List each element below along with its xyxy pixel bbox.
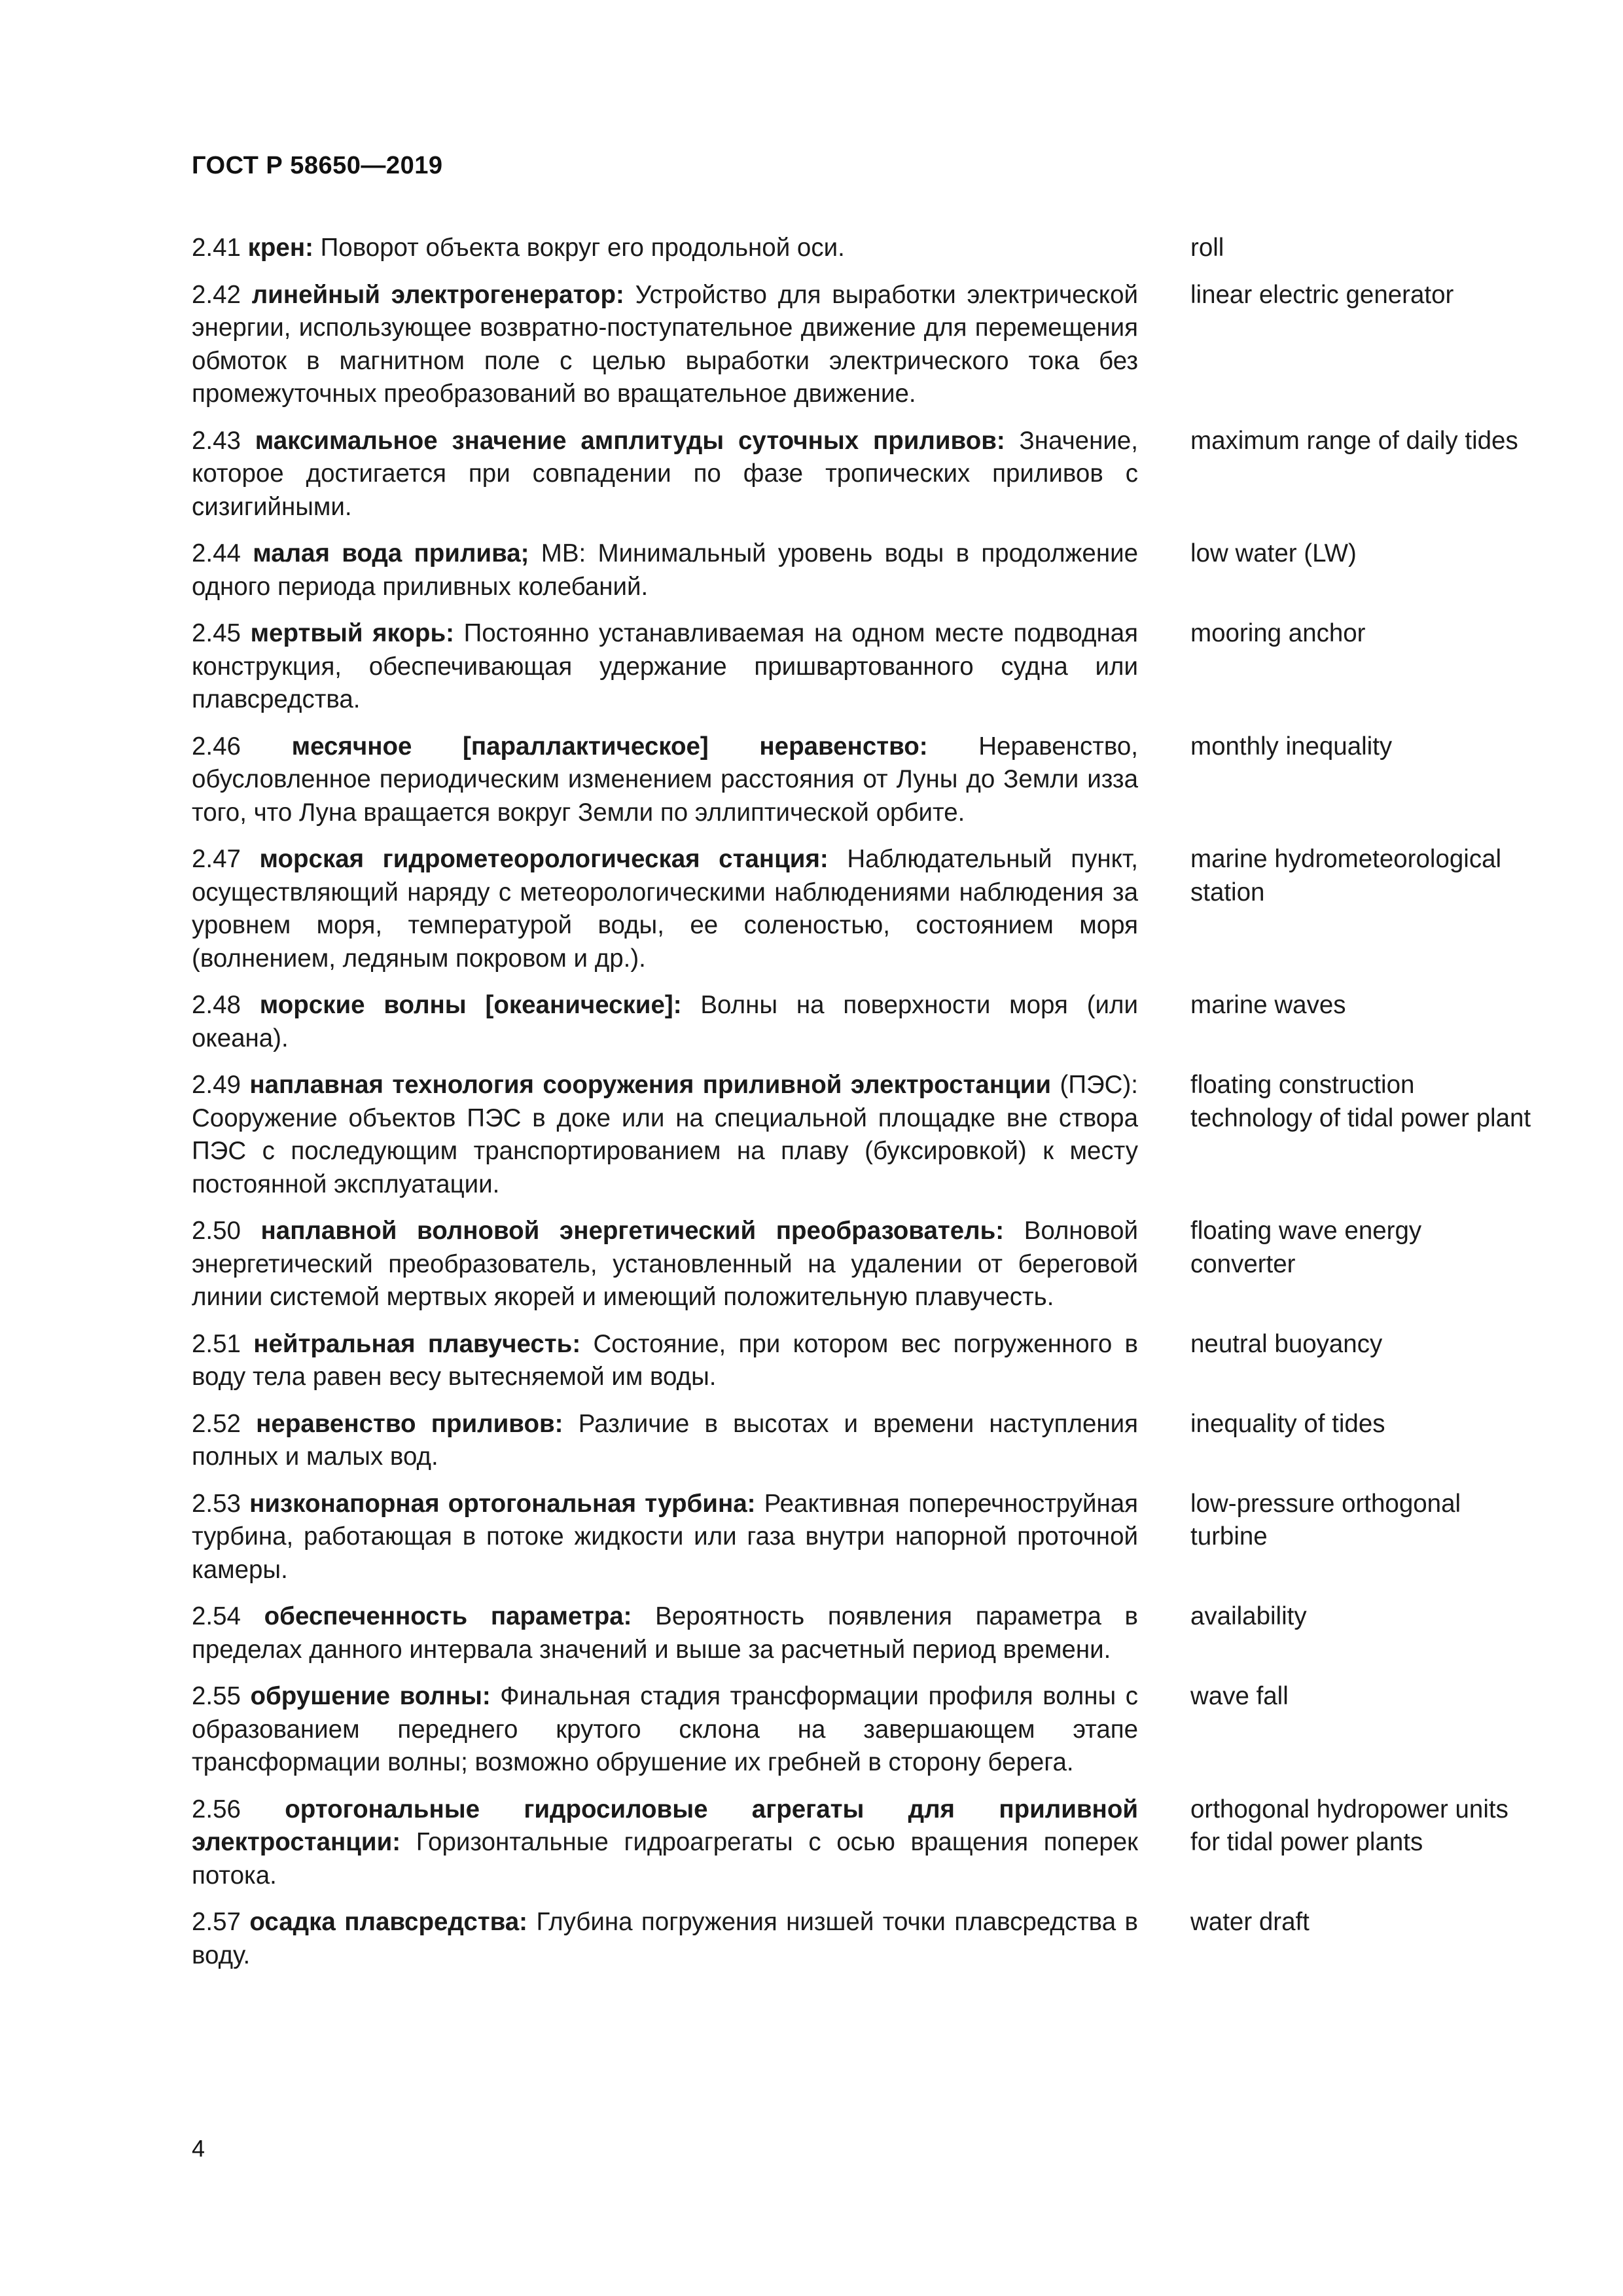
term-definition-ru	[192, 537, 1138, 603]
term-definition-ru	[192, 1680, 1138, 1780]
term-definition-text: Глубина погружения низшей точки плавсредства в воду.	[192, 1908, 1138, 1969]
term-definition-ru	[192, 1488, 1138, 1587]
term-number: 2.44	[192, 539, 241, 567]
term-definition-text: Устройство для выработки электрической энергии, использующее возвратно-поступательное движение для перемещения обмоток в магнитном поле с целью выработки электрического тока без промежуточных преобразований во вращательное движение.	[192, 280, 1138, 408]
term-definition-ru	[192, 1328, 1138, 1394]
term-number: 2.46	[192, 732, 241, 761]
term-definition-ru	[192, 1408, 1138, 1474]
term-number: 2.45	[192, 619, 241, 647]
term-definition-ru	[192, 1906, 1138, 1972]
term-definition-text: Волновой энергетический преобразователь, установленный на удалении от береговой линии системой мертвых якорей и имеющий положительную плавучесть.	[192, 1217, 1139, 1311]
term-entry	[192, 617, 1533, 717]
term-number: 2.55	[192, 1682, 241, 1710]
term-english: roll	[1190, 234, 1224, 262]
term-english: floating construction technology of tidal power plant	[1190, 1071, 1531, 1132]
term-definition-ru	[192, 1069, 1138, 1201]
term-entry	[192, 730, 1533, 830]
term-definition-ru	[192, 1793, 1138, 1893]
term-entry	[192, 1906, 1533, 1972]
term-heading: малая вода прилива;	[253, 539, 529, 567]
term-english: water draft	[1190, 1908, 1310, 1936]
term-english: monthly inequality	[1190, 732, 1393, 761]
term-definition-text: Поворот объекта вокруг его продольной оси.	[320, 234, 845, 262]
term-definition-ru	[192, 843, 1138, 975]
term-entry	[192, 1488, 1533, 1587]
term-english: marine waves	[1190, 991, 1346, 1019]
term-entry	[192, 989, 1533, 1055]
term-heading: обеспеченность параметра:	[264, 1602, 632, 1630]
term-english: availability	[1190, 1602, 1307, 1630]
term-definition-text: Финальная стадия трансформации профиля волны с образованием переднего крутого склона на завершающем этапе трансформации волны; возможно обрушение их гребней в сторону берега.	[192, 1682, 1138, 1776]
term-definition-text: Наблюдательный пункт, осуществляющий наряду с метеорологическими наблюдениями наблюдения за уровнем моря, температурой воды, ее соленостью, состоянием моря (волнением, ледяным покровом и др.).	[192, 845, 1138, 973]
term-entry	[192, 232, 1533, 265]
term-number: 2.53	[192, 1489, 241, 1518]
term-english: marine hydrometeorological station	[1190, 845, 1502, 906]
term-definition-text: Горизонтальные гидроагрегаты с осью вращения поперек потока.	[192, 1828, 1138, 1890]
term-definition-text: Постоянно устанавливаемая на одном месте подводная конструкция, обеспечивающая удержание пришвартованного судна или плавсредства.	[192, 619, 1138, 713]
term-definition-ru	[192, 617, 1138, 717]
term-english: orthogonal hydropower units for tidal power plants	[1190, 1795, 1508, 1856]
term-entry	[192, 1328, 1533, 1394]
term-entry	[192, 1215, 1533, 1314]
term-heading: крен:	[247, 234, 313, 262]
term-english: neutral buoyancy	[1190, 1329, 1383, 1358]
term-english: low-pressure orthogonal turbine	[1190, 1489, 1461, 1551]
term-heading: осадка плавсредства:	[249, 1908, 527, 1936]
term-definition-ru	[192, 425, 1138, 524]
term-entry	[192, 1600, 1533, 1666]
term-heading: морская гидрометеорологическая станция:	[259, 845, 829, 873]
term-heading: нейтральная плавучесть:	[253, 1329, 581, 1358]
term-number: 2.57	[192, 1908, 241, 1936]
term-heading: ортогональные гидросиловые агрегаты для приливной электростанции:	[192, 1795, 1138, 1856]
document-header: ГОСТ Р 58650—2019	[192, 152, 443, 179]
term-definition-text: Различие в высотах и времени наступления полных и малых вод.	[192, 1409, 1138, 1471]
term-number: 2.47	[192, 845, 241, 873]
term-english: maximum range of daily tides	[1190, 426, 1518, 455]
term-entry	[192, 1680, 1533, 1780]
term-english: linear electric generator	[1190, 280, 1454, 309]
term-definition-ru	[192, 989, 1138, 1055]
term-definition-ru	[192, 1600, 1138, 1666]
term-number: 2.52	[192, 1409, 241, 1438]
term-entry	[192, 537, 1533, 603]
term-heading: наплавная технология сооружения приливной электростанции	[249, 1071, 1052, 1099]
term-number: 2.56	[192, 1795, 241, 1823]
term-definition-text: Неравенство, обусловленное периодическим изменением расстояния от Луны до Земли изза того, что Луна вращается вокруг Земли по эллиптической орбите.	[192, 732, 1138, 827]
term-number: 2.54	[192, 1602, 241, 1630]
term-number: 2.49	[192, 1071, 241, 1099]
term-list	[192, 232, 1533, 1986]
term-definition-text: Вероятность появления параметра в пределах данного интервала значений и выше за расчетный период времени.	[192, 1602, 1138, 1664]
term-heading: неравенство приливов:	[256, 1409, 563, 1438]
term-number: 2.48	[192, 991, 241, 1019]
term-definition-ru	[192, 1215, 1138, 1314]
term-number: 2.41	[192, 234, 241, 262]
term-number: 2.51	[192, 1329, 241, 1358]
term-english: wave fall	[1190, 1682, 1289, 1710]
term-definition-text: Состояние, при котором вес погруженного в воду тела равен весу вытесняемой им воды.	[192, 1329, 1139, 1391]
term-definition-ru	[192, 232, 1138, 265]
term-heading: мертвый якорь:	[250, 619, 454, 647]
term-heading: обрушение волны:	[250, 1682, 491, 1710]
term-entry	[192, 843, 1533, 975]
term-english: low water (LW)	[1190, 539, 1357, 567]
term-heading: максимальное значение амплитуды суточных приливов:	[255, 426, 1005, 455]
term-definition-text: (ПЭС): Сооружение объектов ПЭС в доке или на специальной площадке вне створа ПЭС с последующим транспортированием на плаву (буксировкой) к месту постоянной эксплуатации.	[192, 1071, 1138, 1198]
term-entry	[192, 425, 1533, 524]
term-english: inequality of tides	[1190, 1409, 1385, 1438]
term-number: 2.43	[192, 426, 241, 455]
term-entry	[192, 1408, 1533, 1474]
term-definition-text: Реактивная поперечноструйная турбина, работающая в потоке жидкости или газа внутри напорной проточной камеры.	[192, 1489, 1138, 1584]
term-definition-text: Значение, которое достигается при совпадении по фазе тропических приливов с сизигийными.	[192, 426, 1138, 521]
term-definition-text: Волны на поверхности моря (или океана).	[192, 991, 1139, 1052]
term-heading: низконапорная ортогональная турбина:	[249, 1489, 756, 1518]
term-number: 2.42	[192, 280, 241, 309]
term-number: 2.50	[192, 1217, 241, 1245]
term-entry	[192, 1069, 1533, 1201]
term-entry	[192, 1793, 1533, 1893]
term-definition-text: МВ: Минимальный уровень воды в продолжение одного периода приливных колебаний.	[192, 539, 1138, 601]
term-definition-ru	[192, 730, 1138, 830]
term-heading: наплавной волновой энергетический преобразователь:	[260, 1217, 1005, 1245]
term-heading: линейный электрогенератор:	[251, 280, 624, 309]
term-heading: месячное [параллактическое] неравенство:	[291, 732, 928, 761]
term-english: mooring anchor	[1190, 619, 1366, 647]
term-english: floating wave energy converter	[1190, 1217, 1422, 1278]
page-number: 4	[192, 2135, 205, 2162]
term-entry	[192, 279, 1533, 411]
term-definition-ru	[192, 279, 1138, 411]
term-heading: морские волны [океанические]:	[259, 991, 682, 1019]
